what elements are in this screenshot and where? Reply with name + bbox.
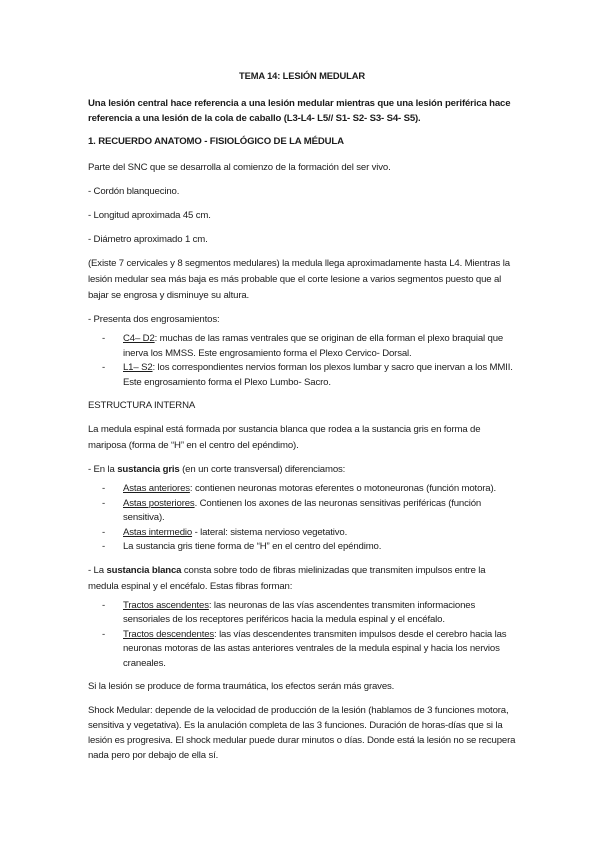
sustancia-blanca-list bbox=[88, 599, 516, 672]
paragraph bbox=[88, 563, 516, 595]
list-term: C4– D2 bbox=[123, 333, 155, 344]
list-item bbox=[88, 482, 516, 497]
page-title: TEMA 14: LESIÓN MEDULAR bbox=[239, 70, 365, 81]
list-term: Tractos descendentes bbox=[123, 628, 215, 640]
list-term: Astas intermedio bbox=[123, 526, 193, 538]
paragraph bbox=[88, 462, 516, 478]
list-text: . Contienen los axones de las neuronas sensitivas periféricas (función sensitiva). bbox=[123, 497, 482, 523]
list-text: : contienen neuronas motoras eferentes o motoneuronas (función motora). bbox=[189, 483, 497, 494]
bold-term: sustancia blanca bbox=[106, 564, 182, 576]
paragraph: (Existe 7 cervicales y 8 segmentos medulares) la medula llega aproximadamente hasta L4. Mientras la lesión medular sea más baja es más probable que el corte lesione a varios segmentos puesto que al bajar se engrosa y disminuye su altura. bbox=[88, 258, 510, 301]
subheading: ESTRUCTURA INTERNA bbox=[88, 400, 196, 411]
section-heading: 1. RECUERDO ANATOMO - FISIOLÓGICO DE LA MÉDULA bbox=[88, 136, 344, 147]
paragraph: - Longitud aproximada 45 cm. bbox=[88, 210, 211, 221]
paragraph: - Diámetro aproximado 1 cm. bbox=[88, 234, 208, 245]
intro-paragraph: Una lesión central hace referencia a una lesión medular mientras que una lesión periférica hace referencia a una lesión de la cola de caballo (L3-L4- L5// S1- S2- S3- S4- S5). bbox=[88, 98, 511, 124]
list-item bbox=[88, 497, 516, 526]
document-body bbox=[88, 68, 516, 771]
list-item bbox=[88, 599, 516, 628]
text-span: consta sobre todo de fibras mielinizadas que transmiten impulsos entre la medula espinal y el encéfalo. Estas fibras forman: bbox=[88, 564, 486, 592]
paragraph: - Cordón blanquecino. bbox=[88, 186, 180, 197]
list-text: La sustancia gris tiene forma de “H” en el centro del epéndimo. bbox=[123, 541, 382, 552]
paragraph: La medula espinal está formada por sustancia blanca que rodea a la sustancia gris en forma de mariposa (forma de “H” en el centro del epéndimo). bbox=[88, 424, 481, 451]
list-text: - lateral: sistema nervioso vegetativo. bbox=[192, 526, 348, 538]
list-item bbox=[88, 332, 516, 361]
list-item bbox=[88, 361, 516, 390]
list-text: : los correspondientes nervios forman los plexos lumbar y sacro que inervan a los MMII. Este engrosamiento forma el Plexo Lumbo- Sacro. bbox=[123, 362, 513, 388]
list-term: Astas posteriores bbox=[123, 497, 195, 509]
paragraph: Shock Medular: depende de la velocidad de producción de la lesión (hablamos de 3 funciones motora, sensitiva y vegetativa). Es la anulación completa de las 3 funciones. Duración de horas-días que si la lesión es progresiva. El shock medular puede durar minutos o días. Donde está la lesión no se recupera nada pero por debajo de ella sí. bbox=[88, 705, 516, 761]
text-span: (en un corte transversal) diferenciamos: bbox=[179, 464, 346, 475]
text-span: - La bbox=[88, 564, 107, 576]
list-text: : las neuronas de las vías ascendentes transmiten informaciones sensoriales de los receptores periféricos hacia la medula espinal y el encéfalo. bbox=[123, 599, 476, 625]
text-span: - En la bbox=[88, 464, 118, 475]
bold-term: sustancia gris bbox=[117, 464, 180, 475]
list-item bbox=[88, 526, 516, 541]
list-term: Tractos ascendentes bbox=[123, 599, 209, 611]
paragraph: - Presenta dos engrosamientos: bbox=[88, 314, 220, 325]
list-term: L1– S2 bbox=[123, 362, 153, 373]
paragraph: Parte del SNC que se desarrolla al comienzo de la formación del ser vivo. bbox=[88, 162, 391, 173]
list-item bbox=[88, 628, 516, 672]
sustancia-gris-list bbox=[88, 482, 516, 555]
list-text: : muchas de las ramas ventrales que se originan de ella forman el plexo braquial que inerva los MMSS. Este engrosamiento forma el Plexo Cervico- Dorsal. bbox=[123, 333, 504, 359]
list-text: : las vías descendentes transmiten impulsos desde el cerebro hacia las neuronas motoras de las astas anteriores ventrales de la medula espinal y hacia los nervios craneales. bbox=[123, 628, 507, 669]
paragraph: Si la lesión se produce de forma traumática, los efectos serán más graves. bbox=[88, 681, 395, 692]
engrosamientos-list bbox=[88, 332, 516, 390]
list-item bbox=[88, 540, 516, 555]
list-term: Astas anteriores bbox=[123, 483, 190, 494]
